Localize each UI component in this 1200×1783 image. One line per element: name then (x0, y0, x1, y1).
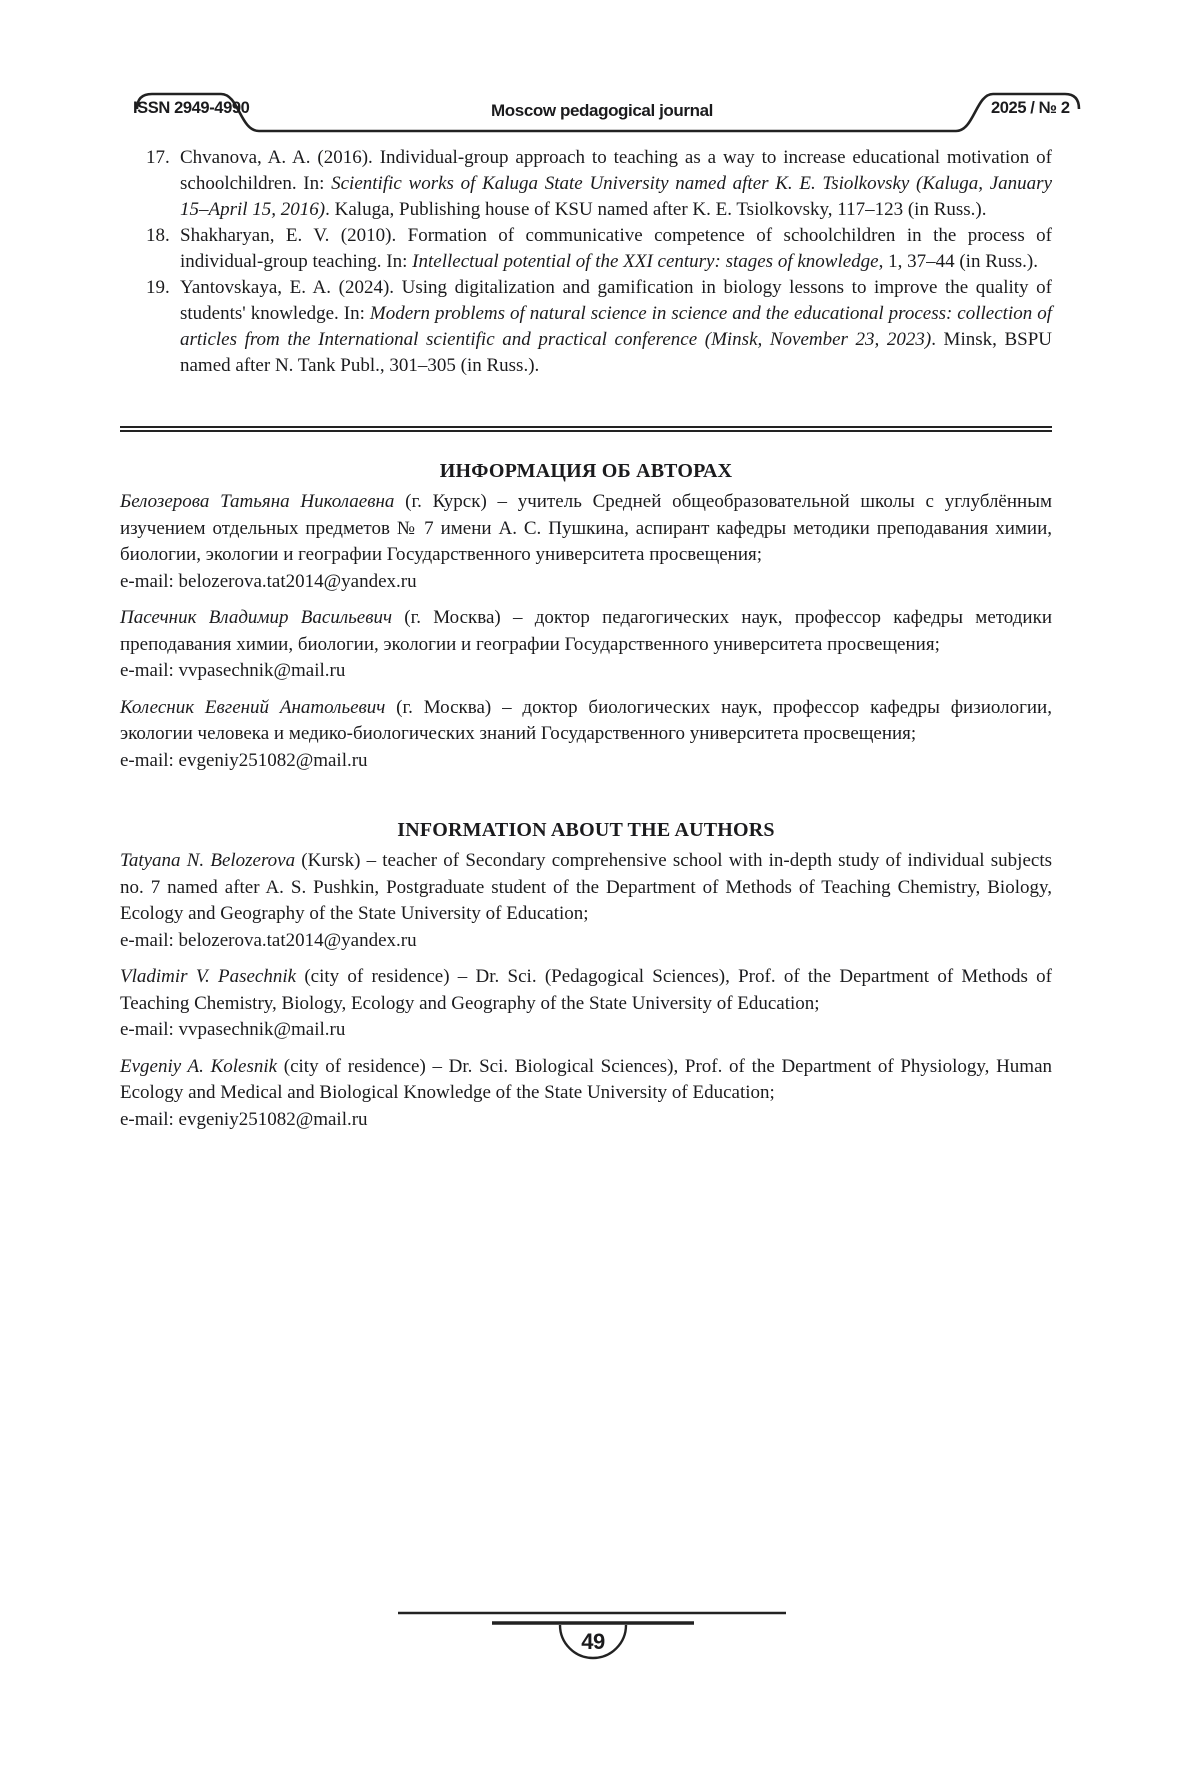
header-journal-title: Moscow pedagogical journal (491, 101, 713, 120)
author-details: (г. Курск) – учитель Средней общеобразовательной школы с углублённым изучением отдельных предметов № 7 имени А. С. Пушкина, аспирант кафедры методики преподавания химии, биологии, экологии и географии Государственного университета просвещения; (120, 491, 1052, 565)
author-name: Колесник Евгений Анатольевич (120, 696, 386, 718)
reference-number: 17. (146, 147, 170, 168)
reference-text-plain: Yantovskaya, E. A. (2024). Using digitalization and gamification in biology lessons to improve the quality of students' knowledge. In: (180, 277, 1052, 324)
author-email: e-mail: vvpasechnik@mail.ru (120, 660, 346, 681)
author-details: (г. Москва) – доктор биологических наук, профессор кафедры физиологии, экологии человека и медико-биологических знаний Государственного университета просвещения; (120, 696, 1052, 744)
authors-info-heading-ru: ИНФОРМАЦИЯ ОБ АВТОРАХ (439, 460, 733, 482)
author-email: e-mail: evgeniy251082@mail.ru (120, 749, 368, 771)
reference-source-italic: Modern problems of natural science in science and the educational process: collection of articles from the International scientific and practical conference (Minsk, November 23, 2023) (180, 303, 1052, 350)
author-name: Пасечник Владимир Васильевич (120, 607, 393, 628)
author-email: e-mail: vvpasechnik@mail.ru (120, 1019, 346, 1040)
reference-number: 18. (146, 225, 170, 246)
header-issue: 2025 / № 2 (991, 99, 1070, 117)
reference-text (180, 223, 1052, 275)
reference-text-tail: . Minsk, BSPU named after N. Tank Publ., 301–305 (in Russ.). (180, 329, 1052, 376)
footer-ornament (390, 1606, 790, 1672)
author-paragraph-ru (120, 695, 1052, 775)
section-divider (120, 426, 1052, 432)
author-details: (city of residence) – Dr. Sci. (Pedagogical Sciences), Prof. of the Department of Methods of Teaching Chemistry, Biology, Ecology and Geography of the State University of Education; (120, 966, 1052, 1014)
reference-source-italic: Scientific works of Kaluga State University named after K. E. Tsiolkovsky (Kaluga, January 15–April 15, 2016) (180, 173, 1052, 220)
authors-info-heading-en: INFORMATION ABOUT THE AUTHORS (397, 819, 775, 841)
author-email: e-mail: belozerova.tat2014@yandex.ru (120, 929, 417, 951)
author-paragraph-ru (120, 489, 1052, 595)
reference-source-italic: Intellectual potential of the XXI century: stages of knowledge (412, 251, 879, 272)
reference-text-plain: Chvanova, A. A. (2016). Individual-group approach to teaching as a way to increase educational motivation of schoolchildren. In: (180, 147, 1052, 194)
reference-text (180, 145, 1052, 223)
author-email: e-mail: belozerova.tat2014@yandex.ru (120, 570, 417, 592)
reference-number: 19. (146, 277, 170, 298)
header-issn: ISSN 2949-4990 (133, 99, 250, 117)
reference-item (120, 145, 1052, 223)
author-details: (city of residence) – Dr. Sci. Biological Sciences), Prof. of the Department of Physiology, Human Ecology and Medical and Biological Knowledge of the State University of Education; (120, 1055, 1052, 1103)
author-name: Vladimir V. Pasechnik (120, 966, 297, 987)
author-paragraph-en (120, 1054, 1052, 1134)
reference-text-plain: Shakharyan, E. V. (2010). Formation of communicative competence of schoolchildren in the process of individual-group teaching. In: (180, 225, 1052, 272)
page-number: 49 (581, 1629, 605, 1654)
author-paragraph-en (120, 964, 1052, 1044)
author-name: Tatyana N. Belozerova (120, 850, 296, 871)
reference-text (180, 275, 1052, 379)
author-email: e-mail: evgeniy251082@mail.ru (120, 1108, 368, 1130)
reference-text-tail: , 1, 37–44 (in Russ.). (878, 251, 1039, 272)
author-name: Evgeniy A. Kolesnik (120, 1055, 278, 1077)
author-details: (г. Москва) – доктор педагогических наук, профессор кафедры методики преподавания химии, биологии, экологии и географии Государственного университета просвещения; (120, 607, 1052, 655)
page-content (120, 0, 1052, 1133)
author-paragraph-en (120, 848, 1052, 954)
references-list (120, 145, 1052, 379)
reference-item (120, 275, 1052, 379)
reference-item (120, 223, 1052, 275)
reference-text-tail: . Kaluga, Publishing house of KSU named after K. E. Tsiolkovsky, 117–123 (in Russ.). (325, 199, 987, 220)
author-details: (Kursk) – teacher of Secondary comprehensive school with in-depth study of individual subjects no. 7 named after A. S. Pushkin, Postgraduate student of the Department of Methods of Teaching Chemistry, Biology, Ecology and Geography of the State University of Education; (120, 850, 1052, 924)
author-name: Белозерова Татьяна Николаевна (120, 491, 395, 512)
author-paragraph-ru (120, 605, 1052, 685)
